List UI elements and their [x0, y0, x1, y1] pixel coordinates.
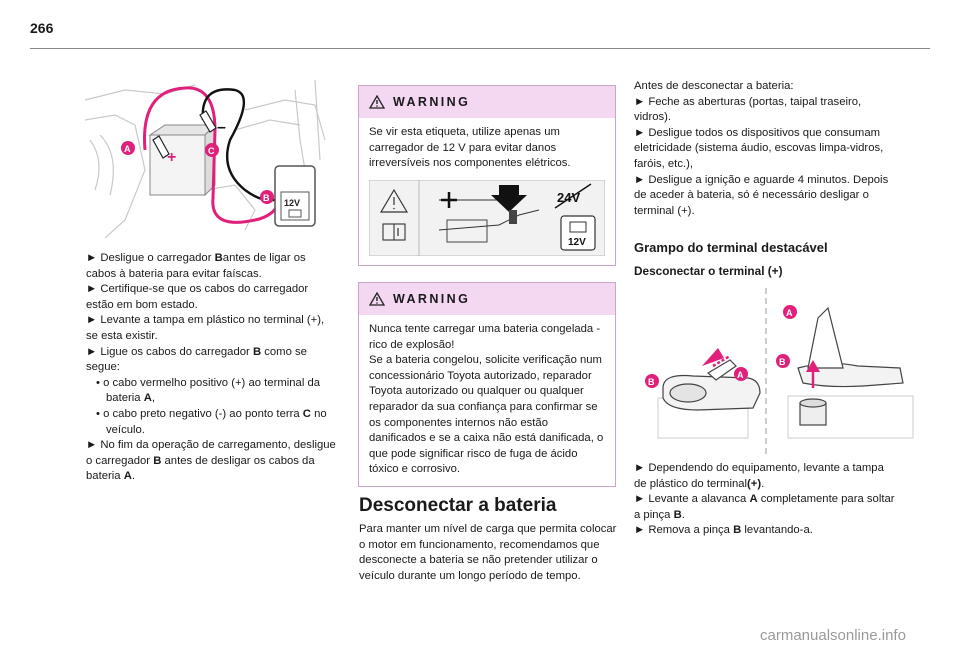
svg-text:–: –	[217, 119, 226, 136]
step-devices: ► Desligue todos os dispositivos que consumam eletricidade (sistema áudio, escovas limpa-vidros, faróis, etc.),	[634, 126, 884, 170]
sub-step-1: • o cabo vermelho positivo (+) ao terminal da bateria A,	[96, 376, 321, 405]
warning-text: Se vir esta etiqueta, utilize apenas um carregador de 12 V para evitar danos irreversíveis nos componentes elétricos.	[369, 126, 571, 170]
warning-box-frozen	[358, 282, 616, 487]
section-text: Para manter um nível de carga que permita colocar o motor em funcionamento, recomendamos que desconecte a bateria se não pretender utilizar o veículo durante um longo período de tempo.	[359, 523, 617, 582]
step-3: ► Levante a tampa em plástico no terminal (+), se esta existir.	[86, 314, 325, 342]
watermark: carmanualsonline.info	[760, 627, 906, 644]
svg-text:+: +	[167, 149, 177, 166]
clamp-step-1: ► Dependendo do equipamento, levante a tampa de plástico do terminal(+).	[634, 462, 884, 490]
label-a-left: A	[737, 370, 744, 380]
label-b-left: B	[648, 377, 655, 387]
subsection-heading: Grampo do terminal destacável	[634, 240, 828, 255]
warning-box-charger	[358, 85, 616, 266]
label-24v: 24V	[557, 190, 581, 205]
clamp-instructions	[634, 461, 896, 539]
label-b-right: B	[779, 357, 786, 367]
sub-step-2: • o cabo preto negativo (-) ao ponto terra C no veículo.	[96, 407, 327, 436]
charger-connection-figure	[85, 80, 330, 238]
step-4: ► Ligue os cabos do carregador B como se segue:	[86, 345, 307, 374]
warning-header	[359, 283, 615, 315]
step-5: ► No fim da operação de carregamento, desligue o carregador B antes de desligar os cabos da bateria A.	[86, 439, 336, 483]
step-1: ► Desligue o carregador Bantes de ligar os cabos à bateria para evitar faíscas.	[86, 252, 306, 280]
subsection-subheading: Desconectar o terminal (+)	[634, 264, 783, 278]
warning-header	[359, 86, 615, 118]
clamp-step-2: ► Levante a alavanca A completamente para soltar a pinça B.	[634, 493, 895, 521]
before-disconnect-instructions	[634, 79, 896, 219]
charging-instructions	[86, 251, 338, 485]
warning-title: WARNING	[393, 95, 471, 109]
label-12v: 12V	[568, 237, 586, 248]
step-2: ► Certifique-se que os cabos do carregador estão em bom estado.	[86, 283, 309, 311]
section-heading: Desconectar a bateria	[359, 495, 557, 516]
charger-voltage-label: 12V	[284, 198, 301, 208]
step-close: ► Feche as aberturas (portas, taipal traseiro, vidros).	[634, 95, 862, 124]
charger-label-figure	[369, 180, 605, 256]
warning-triangle-icon	[369, 95, 385, 109]
step-ignition: ► Desligue a ignição e aguarde 4 minutos. Depois de aceder à bateria, só é necessário desligar o terminal (+).	[634, 173, 889, 217]
label-c: C	[208, 146, 215, 156]
intro-text: Antes de desconectar a bateria:	[634, 80, 794, 92]
label-a: A	[124, 144, 131, 154]
label-b: B	[263, 193, 270, 203]
page-number: 266	[30, 20, 54, 36]
label-a-right: A	[786, 308, 793, 318]
warning-triangle-icon	[369, 292, 385, 306]
terminal-clamp-figure	[638, 288, 920, 454]
clamp-step-3: ► Remova a pinça B levantando-a.	[634, 524, 813, 537]
warning-title: WARNING	[393, 292, 471, 306]
warning-text: Nunca tente carregar uma bateria congelada - rico de explosão! Se a bateria congelou, solicite verificação num concessionário Toyota autorizado, reparador Toyota autorizado ou qualquer ou qualquer reparador da sua confiança para confirmar se os componentes internos não estão danificados e se a caixa não está danificada, o que pode significar risco de fuga de ácido tóxico e corrosivo.	[369, 323, 604, 476]
header-rule	[30, 48, 930, 49]
